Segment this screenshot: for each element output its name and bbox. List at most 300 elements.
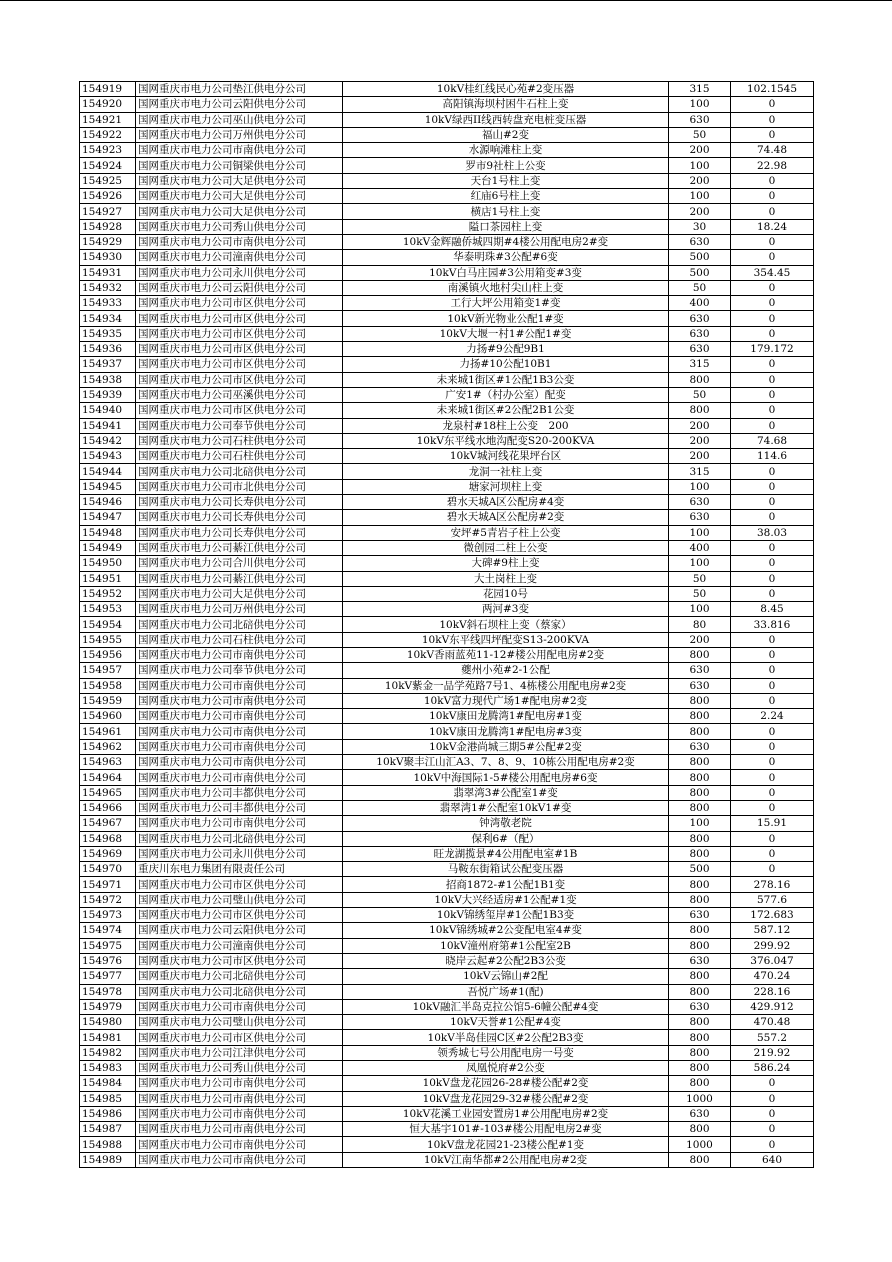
value-cell: 38.03: [731, 525, 814, 540]
value-cell: 2.24: [731, 709, 814, 724]
value-cell: 0: [731, 234, 814, 249]
capacity-cell: 800: [669, 1076, 731, 1091]
row-id-cell: 154981: [80, 1030, 136, 1045]
value-cell: 0: [731, 372, 814, 387]
capacity-cell: 630: [669, 342, 731, 357]
table-row: [80, 97, 814, 112]
row-id-cell: 154942: [80, 433, 136, 448]
capacity-cell: 200: [669, 449, 731, 464]
transformer-name-cell: 10kV盘龙花园21-23楼公配#1变: [343, 1137, 669, 1152]
value-cell: 22.98: [731, 158, 814, 173]
transformer-name-cell: 翡翠湾1#公配室10kV1#变: [343, 800, 669, 815]
transformer-name-cell: 招商1872-#1公配1B1变: [343, 877, 669, 892]
value-cell: 15.91: [731, 816, 814, 831]
row-id-cell: 154977: [80, 969, 136, 984]
row-id-cell: 154963: [80, 755, 136, 770]
capacity-cell: 50: [669, 571, 731, 586]
transformer-name-cell: 恒大基宇101#-103#楼公用配电房2#变: [343, 1122, 669, 1137]
row-id-cell: 154948: [80, 525, 136, 540]
value-cell: 0: [731, 250, 814, 265]
table-row: [80, 770, 814, 785]
transformer-name-cell: 夔州小苑#2-1公配: [343, 663, 669, 678]
table-row: [80, 189, 814, 204]
company-cell: 国网重庆市电力公司潼南供电分公司: [136, 250, 343, 265]
row-id-cell: 154950: [80, 556, 136, 571]
capacity-cell: 800: [669, 372, 731, 387]
table-row: [80, 617, 814, 632]
table-row: [80, 556, 814, 571]
value-cell: 586.24: [731, 1061, 814, 1076]
value-cell: 0: [731, 173, 814, 188]
capacity-cell: 800: [669, 785, 731, 800]
capacity-cell: 800: [669, 709, 731, 724]
capacity-cell: 315: [669, 357, 731, 372]
row-id-cell: 154949: [80, 540, 136, 555]
capacity-cell: 500: [669, 265, 731, 280]
company-cell: 国网重庆市电力公司潼南供电分公司: [136, 938, 343, 953]
table-row: [80, 938, 814, 953]
capacity-cell: 100: [669, 525, 731, 540]
transformer-name-cell: 10kV锦绣玺岸#1公配1B3变: [343, 908, 669, 923]
table-row: [80, 250, 814, 265]
transformer-name-cell: 力扬#10公配10B1: [343, 357, 669, 372]
value-cell: 0: [731, 311, 814, 326]
row-id-cell: 154968: [80, 831, 136, 846]
row-id-cell: 154952: [80, 586, 136, 601]
capacity-cell: 630: [669, 495, 731, 510]
row-id-cell: 154933: [80, 296, 136, 311]
company-cell: 国网重庆市电力公司大足供电分公司: [136, 173, 343, 188]
row-id-cell: 154935: [80, 326, 136, 341]
capacity-cell: 800: [669, 1152, 731, 1167]
capacity-cell: 100: [669, 189, 731, 204]
page-top-rule: [0, 0, 892, 1]
capacity-cell: 800: [669, 984, 731, 999]
capacity-cell: 100: [669, 158, 731, 173]
company-cell: 国网重庆市电力公司江津供电分公司: [136, 1045, 343, 1060]
capacity-cell: 80: [669, 617, 731, 632]
value-cell: 0: [731, 403, 814, 418]
capacity-cell: 800: [669, 892, 731, 907]
table-row: [80, 1122, 814, 1137]
table-row: [80, 1030, 814, 1045]
company-cell: 国网重庆市电力公司铜梁供电分公司: [136, 158, 343, 173]
value-cell: 18.24: [731, 219, 814, 234]
table-row: [80, 709, 814, 724]
capacity-cell: 800: [669, 1045, 731, 1060]
transformer-name-cell: 10kV大堰一村1#公配1#变: [343, 326, 669, 341]
row-id-cell: 154943: [80, 449, 136, 464]
transformer-name-cell: 10kV大兴经适房#1公配#1变: [343, 892, 669, 907]
value-cell: 0: [731, 571, 814, 586]
value-cell: 0: [731, 678, 814, 693]
table-row: [80, 877, 814, 892]
value-cell: 114.6: [731, 449, 814, 464]
company-cell: 国网重庆市电力公司璧山供电分公司: [136, 1015, 343, 1030]
table-row: [80, 173, 814, 188]
row-id-cell: 154984: [80, 1076, 136, 1091]
transformer-name-cell: 10kV花溪工业园安置房1#公用配电房#2变: [343, 1106, 669, 1121]
capacity-cell: 100: [669, 816, 731, 831]
company-cell: 国网重庆市电力公司市区供电分公司: [136, 953, 343, 968]
company-cell: 国网重庆市电力公司市南供电分公司: [136, 1091, 343, 1106]
capacity-cell: 800: [669, 923, 731, 938]
transformer-name-cell: 10kV半岛佳园C区#2公配2B3变: [343, 1030, 669, 1045]
row-id-cell: 154979: [80, 999, 136, 1014]
capacity-cell: 630: [669, 953, 731, 968]
value-cell: 0: [731, 800, 814, 815]
company-cell: 国网重庆市电力公司云阳供电分公司: [136, 280, 343, 295]
transformer-name-cell: 龙洞一社柱上变: [343, 464, 669, 479]
transformer-name-cell: 塘家河坝柱上变: [343, 479, 669, 494]
company-cell: 国网重庆市电力公司石柱供电分公司: [136, 449, 343, 464]
table-row: [80, 892, 814, 907]
company-cell: 国网重庆市电力公司市南供电分公司: [136, 234, 343, 249]
transformer-name-cell: 隘口茶园柱上变: [343, 219, 669, 234]
table-row: [80, 739, 814, 754]
value-cell: 33.816: [731, 617, 814, 632]
row-id-cell: 154980: [80, 1015, 136, 1030]
capacity-cell: 800: [669, 938, 731, 953]
row-id-cell: 154946: [80, 495, 136, 510]
table-row: [80, 816, 814, 831]
company-cell: 国网重庆市电力公司合川供电分公司: [136, 556, 343, 571]
table-row: [80, 724, 814, 739]
company-cell: 国网重庆市电力公司市区供电分公司: [136, 326, 343, 341]
company-cell: 国网重庆市电力公司綦江供电分公司: [136, 571, 343, 586]
company-cell: 国网重庆市电力公司石柱供电分公司: [136, 632, 343, 647]
value-cell: 0: [731, 326, 814, 341]
transformer-name-cell: 水源响滩柱上变: [343, 143, 669, 158]
company-cell: 国网重庆市电力公司奉节供电分公司: [136, 663, 343, 678]
company-cell: 国网重庆市电力公司北碚供电分公司: [136, 831, 343, 846]
capacity-cell: 800: [669, 647, 731, 662]
transformer-name-cell: 10kV香雨蓝苑11-12#楼公用配电房#2变: [343, 647, 669, 662]
transformer-name-cell: 旺龙湖揽景#4公用配电室#1B: [343, 846, 669, 861]
transformer-name-cell: 龙泉村#18柱上公变 200: [343, 418, 669, 433]
table-row: [80, 311, 814, 326]
table-body: [80, 82, 814, 1168]
table-row: [80, 1137, 814, 1152]
transformer-name-cell: 10kV江南华都#2公用配电房#2变: [343, 1152, 669, 1167]
company-cell: 国网重庆市电力公司北碚供电分公司: [136, 969, 343, 984]
company-cell: 国网重庆市电力公司奉节供电分公司: [136, 418, 343, 433]
value-cell: 0: [731, 97, 814, 112]
row-id-cell: 154926: [80, 189, 136, 204]
transformer-name-cell: 10kV富力现代广场1#配电房#2变: [343, 693, 669, 708]
capacity-cell: 800: [669, 1030, 731, 1045]
company-cell: 国网重庆市电力公司市南供电分公司: [136, 143, 343, 158]
value-cell: 429.912: [731, 999, 814, 1014]
value-cell: 0: [731, 387, 814, 402]
transformer-name-cell: 高阳镇海坝村困牛石柱上变: [343, 97, 669, 112]
value-cell: 8.45: [731, 602, 814, 617]
table-row: [80, 1061, 814, 1076]
transformer-name-cell: 吾悦广场#1(配): [343, 984, 669, 999]
transformer-name-cell: 10kV锦绣城#2公变配电室4#变: [343, 923, 669, 938]
company-cell: 国网重庆市电力公司巫山供电分公司: [136, 112, 343, 127]
value-cell: 0: [731, 1122, 814, 1137]
value-cell: 0: [731, 556, 814, 571]
table-row: [80, 265, 814, 280]
table-row: [80, 999, 814, 1014]
company-cell: 国网重庆市电力公司石柱供电分公司: [136, 433, 343, 448]
company-cell: 国网重庆市电力公司万州供电分公司: [136, 127, 343, 142]
company-cell: 国网重庆市电力公司綦江供电分公司: [136, 540, 343, 555]
value-cell: 0: [731, 846, 814, 861]
company-cell: 重庆川东电力集团有限责任公司: [136, 862, 343, 877]
company-cell: 国网重庆市电力公司永川供电分公司: [136, 846, 343, 861]
value-cell: 0: [731, 189, 814, 204]
row-id-cell: 154973: [80, 908, 136, 923]
row-id-cell: 154930: [80, 250, 136, 265]
capacity-cell: 500: [669, 250, 731, 265]
transformer-name-cell: 钟湾敬老院: [343, 816, 669, 831]
row-id-cell: 154941: [80, 418, 136, 433]
row-id-cell: 154958: [80, 678, 136, 693]
row-id-cell: 154919: [80, 82, 136, 97]
row-id-cell: 154945: [80, 479, 136, 494]
transformer-name-cell: 10kV新光物业公配1#变: [343, 311, 669, 326]
value-cell: 0: [731, 495, 814, 510]
row-id-cell: 154964: [80, 770, 136, 785]
row-id-cell: 154983: [80, 1061, 136, 1076]
row-id-cell: 154988: [80, 1137, 136, 1152]
value-cell: 0: [731, 586, 814, 601]
company-cell: 国网重庆市电力公司北碚供电分公司: [136, 464, 343, 479]
value-cell: 0: [731, 540, 814, 555]
capacity-cell: 800: [669, 1122, 731, 1137]
company-cell: 国网重庆市电力公司丰都供电分公司: [136, 785, 343, 800]
capacity-cell: 100: [669, 97, 731, 112]
transformer-name-cell: 10kV斜石坝柱上变（蔡家）: [343, 617, 669, 632]
capacity-cell: 800: [669, 1061, 731, 1076]
value-cell: 0: [731, 831, 814, 846]
transformer-name-cell: 10kV桂红线民心苑#2变压器: [343, 82, 669, 97]
company-cell: 国网重庆市电力公司市南供电分公司: [136, 1152, 343, 1167]
row-id-cell: 154940: [80, 403, 136, 418]
row-id-cell: 154957: [80, 663, 136, 678]
row-id-cell: 154953: [80, 602, 136, 617]
company-cell: 国网重庆市电力公司市区供电分公司: [136, 342, 343, 357]
row-id-cell: 154939: [80, 387, 136, 402]
row-id-cell: 154955: [80, 632, 136, 647]
value-cell: 0: [731, 663, 814, 678]
table-row: [80, 403, 814, 418]
transformer-name-cell: 10kV东平线水地沟配变S20-200KVA: [343, 433, 669, 448]
table-row: [80, 357, 814, 372]
value-cell: 0: [731, 632, 814, 647]
capacity-cell: 400: [669, 540, 731, 555]
transformer-name-cell: 10kV聚丰江山汇A3、7、8、9、10栋公用配电房#2变: [343, 755, 669, 770]
transformer-name-cell: 翡翠湾3#公配室1#变: [343, 785, 669, 800]
value-cell: 0: [731, 1091, 814, 1106]
transformer-name-cell: 10kV城河线花果坪台区: [343, 449, 669, 464]
value-cell: 0: [731, 112, 814, 127]
value-cell: 0: [731, 755, 814, 770]
table-row: [80, 1045, 814, 1060]
transformer-name-cell: 南溪镇火地村尖山柱上变: [343, 280, 669, 295]
capacity-cell: 1000: [669, 1091, 731, 1106]
value-cell: 299.92: [731, 938, 814, 953]
value-cell: 376.047: [731, 953, 814, 968]
transformer-name-cell: 10kV康田龙腾湾1#配电房#1变: [343, 709, 669, 724]
table-row: [80, 143, 814, 158]
value-cell: 0: [731, 464, 814, 479]
transformer-name-cell: 福山#2变: [343, 127, 669, 142]
value-cell: 74.48: [731, 143, 814, 158]
transformer-name-cell: 10kV金辉融侨城四期#4楼公用配电房2#变: [343, 234, 669, 249]
company-cell: 国网重庆市电力公司市南供电分公司: [136, 709, 343, 724]
row-id-cell: 154975: [80, 938, 136, 953]
table-row: [80, 387, 814, 402]
capacity-cell: 800: [669, 800, 731, 815]
capacity-cell: 30: [669, 219, 731, 234]
value-cell: 0: [731, 647, 814, 662]
table-row: [80, 678, 814, 693]
row-id-cell: 154962: [80, 739, 136, 754]
company-cell: 国网重庆市电力公司长寿供电分公司: [136, 495, 343, 510]
table-row: [80, 632, 814, 647]
table-row: [80, 540, 814, 555]
table-row: [80, 296, 814, 311]
table-row: [80, 525, 814, 540]
company-cell: 国网重庆市电力公司市区供电分公司: [136, 357, 343, 372]
transformer-name-cell: 10kV融汇半岛克拉公馆5-6幢公配#4变: [343, 999, 669, 1014]
table-row: [80, 418, 814, 433]
row-id-cell: 154944: [80, 464, 136, 479]
row-id-cell: 154986: [80, 1106, 136, 1121]
table-row: [80, 479, 814, 494]
capacity-cell: 630: [669, 663, 731, 678]
row-id-cell: 154959: [80, 693, 136, 708]
capacity-cell: 800: [669, 846, 731, 861]
transformer-name-cell: 保利6#（配）: [343, 831, 669, 846]
row-id-cell: 154925: [80, 173, 136, 188]
company-cell: 国网重庆市电力公司云阳供电分公司: [136, 97, 343, 112]
value-cell: 354.45: [731, 265, 814, 280]
company-cell: 国网重庆市电力公司长寿供电分公司: [136, 525, 343, 540]
value-cell: 577.6: [731, 892, 814, 907]
transformer-name-cell: 工行大坪公用箱变1#变: [343, 296, 669, 311]
transformer-name-cell: 10kV白马庄园#3公用箱变#3变: [343, 265, 669, 280]
transformer-name-cell: 10kV绿西II线西转盘充电桩变压器: [343, 112, 669, 127]
value-cell: 0: [731, 357, 814, 372]
row-id-cell: 154931: [80, 265, 136, 280]
company-cell: 国网重庆市电力公司璧山供电分公司: [136, 892, 343, 907]
capacity-cell: 200: [669, 173, 731, 188]
value-cell: 0: [731, 785, 814, 800]
row-id-cell: 154936: [80, 342, 136, 357]
capacity-cell: 630: [669, 510, 731, 525]
transformer-name-cell: 红庙6号柱上变: [343, 189, 669, 204]
value-cell: 470.24: [731, 969, 814, 984]
transformer-name-cell: 领秀城七号公用配电房一号变: [343, 1045, 669, 1060]
row-id-cell: 154923: [80, 143, 136, 158]
capacity-cell: 630: [669, 234, 731, 249]
row-id-cell: 154985: [80, 1091, 136, 1106]
capacity-cell: 800: [669, 770, 731, 785]
table-row: [80, 280, 814, 295]
company-cell: 国网重庆市电力公司北碚供电分公司: [136, 984, 343, 999]
table-row: [80, 510, 814, 525]
table-row: [80, 908, 814, 923]
table-row: [80, 464, 814, 479]
capacity-cell: 400: [669, 296, 731, 311]
value-cell: 0: [731, 739, 814, 754]
company-cell: 国网重庆市电力公司市南供电分公司: [136, 724, 343, 739]
transformer-name-cell: 大土岗柱上变: [343, 571, 669, 586]
capacity-cell: 50: [669, 127, 731, 142]
table-row: [80, 969, 814, 984]
row-id-cell: 154969: [80, 846, 136, 861]
value-cell: 0: [731, 418, 814, 433]
row-id-cell: 154972: [80, 892, 136, 907]
row-id-cell: 154932: [80, 280, 136, 295]
value-cell: 0: [731, 280, 814, 295]
value-cell: 219.92: [731, 1045, 814, 1060]
table-row: [80, 1152, 814, 1167]
company-cell: 国网重庆市电力公司丰都供电分公司: [136, 800, 343, 815]
row-id-cell: 154967: [80, 816, 136, 831]
company-cell: 国网重庆市电力公司市区供电分公司: [136, 311, 343, 326]
table-row: [80, 449, 814, 464]
row-id-cell: 154921: [80, 112, 136, 127]
value-cell: 587.12: [731, 923, 814, 938]
capacity-cell: 800: [669, 693, 731, 708]
company-cell: 国网重庆市电力公司云阳供电分公司: [136, 923, 343, 938]
transformer-name-cell: 10kV金港尚城三期5#公配#2变: [343, 739, 669, 754]
capacity-cell: 800: [669, 1015, 731, 1030]
table-row: [80, 831, 814, 846]
transformer-name-cell: 10kV中海国际1-5#楼公用配电房#6变: [343, 770, 669, 785]
table-row: [80, 127, 814, 142]
company-cell: 国网重庆市电力公司市区供电分公司: [136, 296, 343, 311]
transformer-name-cell: 马鞍东街箱试公配变压器: [343, 862, 669, 877]
value-cell: 0: [731, 770, 814, 785]
transformer-data-table: [79, 81, 814, 1168]
company-cell: 国网重庆市电力公司市南供电分公司: [136, 693, 343, 708]
row-id-cell: 154920: [80, 97, 136, 112]
table-row: [80, 158, 814, 173]
capacity-cell: 50: [669, 280, 731, 295]
value-cell: 102.1545: [731, 82, 814, 97]
row-id-cell: 154947: [80, 510, 136, 525]
row-id-cell: 154956: [80, 647, 136, 662]
capacity-cell: 630: [669, 1106, 731, 1121]
company-cell: 国网重庆市电力公司市南供电分公司: [136, 1122, 343, 1137]
row-id-cell: 154971: [80, 877, 136, 892]
capacity-cell: 630: [669, 678, 731, 693]
value-cell: 179.172: [731, 342, 814, 357]
capacity-cell: 200: [669, 632, 731, 647]
table-row: [80, 785, 814, 800]
company-cell: 国网重庆市电力公司市区供电分公司: [136, 1030, 343, 1045]
transformer-name-cell: 碧水天城A区公配房#4变: [343, 495, 669, 510]
row-id-cell: 154974: [80, 923, 136, 938]
transformer-name-cell: 罗市9社柱上公变: [343, 158, 669, 173]
capacity-cell: 800: [669, 969, 731, 984]
transformer-name-cell: 10kV东平线四坪配变S13-200KVA: [343, 632, 669, 647]
table-row: [80, 219, 814, 234]
value-cell: 278.16: [731, 877, 814, 892]
table-row: [80, 1106, 814, 1121]
capacity-cell: 630: [669, 326, 731, 341]
table-row: [80, 433, 814, 448]
table-row: [80, 846, 814, 861]
transformer-name-cell: 10kV盘龙花园26-28#楼公配#2变: [343, 1076, 669, 1091]
capacity-cell: 200: [669, 143, 731, 158]
